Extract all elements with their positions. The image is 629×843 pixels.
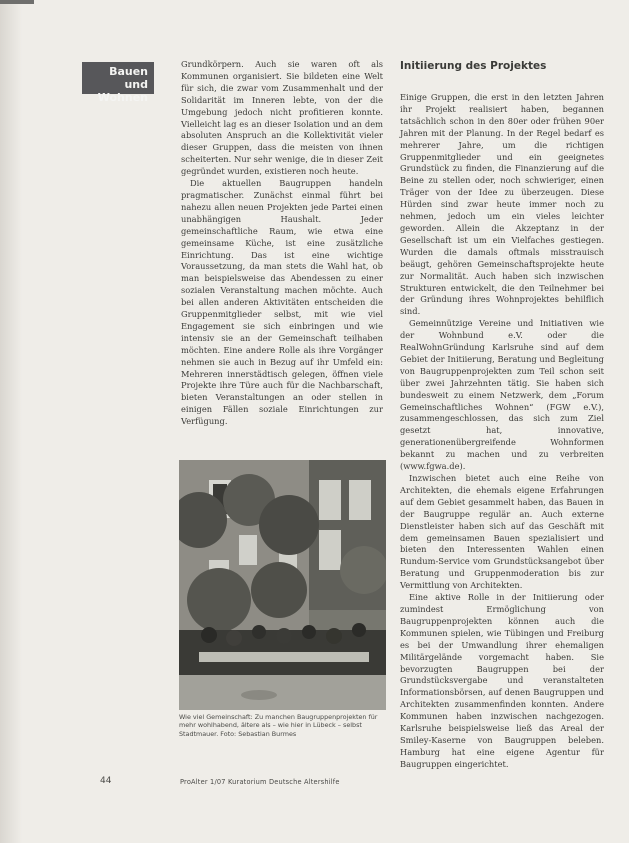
magazine-footer: ProAlter 1/07 Kuratorium Deutsche Altershilfe xyxy=(180,778,340,786)
courtyard-photo xyxy=(179,460,386,710)
right-column xyxy=(400,92,604,771)
corner-mark xyxy=(0,0,34,4)
photo-caption: Wie viel Gemeinschaft: Zu manchen Baugruppenprojekten für mehr wohlhabend, ältere als – wie hier in Lübeck – selbst Stadtmauer. Foto: Sebastian Burmes xyxy=(179,713,378,738)
section-tab-line1: Bauen und xyxy=(109,65,148,91)
right-paragraph: Inzwischen bietet auch eine Reihe von Architekten, die ehemals eigene Erfahrungen auf dem Gebiet gesammelt haben, das Bauen in der Baugruppe regulär an. Auch externe Dienstleister haben sich auf das Geschäft mit dem gemeinsamen Bauen spezialisiert und bieten den Interessenten Wahlen einen Rundum-Service vom Grundstücksangebot über Beratung und Gruppenmoderation bis zur Vermittlung von Architekten. xyxy=(400,473,604,591)
right-paragraph: Einige Gruppen, die erst in den letzten Jahren ihr Projekt realisiert haben, begannen tatsächlich schon in den 80er oder frühen 90er Jahren mit der Planung. In der Regel bedarf es mehrerer Jahre, um die richtigen Gruppenmitglieder und ein geeignetes Grundstück zu finden, die Finanzierung auf die Beine zu stellen oder, noch schwieriger, einen Träger von der Idee zu überzeugen. Diese Hürden sind zwar heute immer noch zu nehmen, jedoch um ein vieles leichter geworden. Allein die Akzeptanz in der Gesellschaft ist um ein Vielfaches gestiegen. Wurden die damals oftmals misstrauisch beäugt, gehören Gemeinschaftsprojekte heute zur Normalität. Auch haben sich inzwischen Strukturen entwickelt, die den Teilnehmer bei der Gründung ihres Wohnprojektes behilflich sind. xyxy=(400,92,604,317)
scan-edge-shadow xyxy=(0,0,22,843)
left-paragraph: Die aktuellen Baugruppen handeln pragmatischer. Zunächst einmal führt bei nahezu allen neuen Projekten jede Partei einen unabhängigen Haushalt. Jeder gemeinschaftliche Raum, wie etwa eine gemeinsame Küche, ist eine zusätzliche Einrichtung. Das ist eine wichtige Voraussetzung, da man stets die Wahl hat, ob man beispielsweise das Abendessen zu einer sozialen Veranstaltung machen möchte. Auch bei allen anderen Aktivitäten entscheiden die Gruppenmitglieder selbst, mit wie viel Engagement sie sich einbringen und wie intensiv sie an der Gemeinschaft teilhaben möchten. Eine andere Rolle als ihre Vorgänger nehmen sie auch in Bezug auf ihr Umfeld ein: Mehreren innerstädtisch gelegen, öffnen viele Projekte ihre Türe auch für die Nachbarschaft, bieten Veranstaltungen an oder stellen in einigen Fällen soziale Einrichtungen zur Verfügung. xyxy=(181,178,383,427)
left-paragraph: Grundkörpern. Auch sie waren oft als Kommunen organisiert. Sie bildeten eine Welt für sich, die zwar vom Zusammenhalt und der Solidarität im Inneren lebte, von der die Umgebung jedoch nicht profitieren konnte. Vielleicht lag es an dieser Isolation und an dem absoluten Anspruch an die Kollektivität vieler dieser Gruppen, dass die meisten von ihnen scheiterten. Nur sehr wenige, die in dieser Zeit gegründet wurden, existieren noch heute. xyxy=(181,59,383,177)
section-heading: Initiierung des Projektes xyxy=(400,60,547,72)
right-paragraph: Gemeinnützige Vereine und Initiativen wie der Wohnbund e.V. oder die RealWohnGründung Karlsruhe sind auf dem Gebiet der Initiierung, Beratung und Begleitung von Baugruppenprojekten zum Teil schon seit über zwei Jahrzehnten tätig. Sie haben sich bundesweit zu einem Netzwerk, dem „Forum Gemeinschaftliches Wohnen“ (FGW e.V.), zusammengeschlossen, das sich zum Ziel gesetzt hat, innovative, generationenübergreifende Wohnformen bekannt zu machen und zu verbreiten (www.fgwa.de). xyxy=(400,318,604,472)
left-column xyxy=(181,59,383,428)
right-paragraph: Eine aktive Rolle in der Initiierung oder zumindest Ermöglichung von Baugruppenprojekten können auch die Kommunen spielen, wie Tübingen und Freiburg es bei der Umwandlung ihrer ehemaligen Militärgelände vorgemacht haben. Sie bevorzugten Baugruppen bei der Grundstücksvergabe und veranstalteten Informationsbörsen, auf denen Baugruppen und Architekten zusammenfinden konnten. Andere Kommunen haben inzwischen nachgezogen. Karlsruhe beispielsweise ließ das Areal der Smiley-Kaserne von Baugruppen beleben. Hamburg hat eine eigene Agentur für Baugruppen eingerichtet. xyxy=(400,592,604,769)
page-number: 44 xyxy=(100,776,112,786)
section-tab xyxy=(82,62,154,104)
courtyard-photo-illustration xyxy=(179,460,386,710)
section-tab-line2: Wohnen xyxy=(97,91,148,104)
